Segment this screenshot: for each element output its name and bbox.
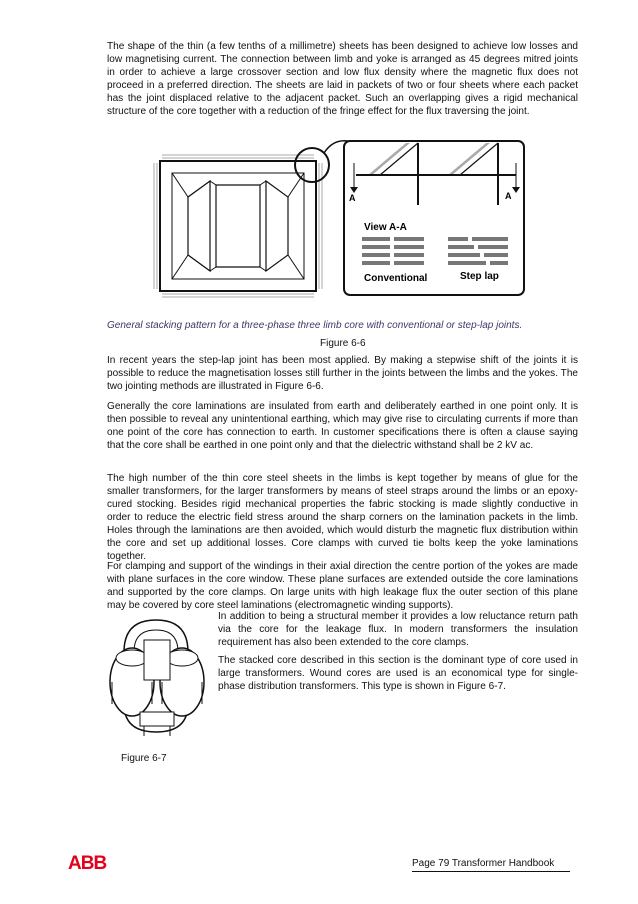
paragraph-clamping: For clamping and support of the windings in their axial direction the centre portion of the yokes are made with plane surfaces in the core window. These plane surfaces are extended outside the core laminations and supported by the core clamps. On large units with high leakage flux the outer section of this plane may be covered by core steel laminations (electromagnetic winding supports). (107, 561, 578, 612)
page-footer-text: Page 79 Transformer Handbook (412, 858, 555, 869)
paragraph-earthing: Generally the core laminations are insulated from earth and deliberately earthed in one point only. It is then possible to reveal any unintentional earthing, which may give rise to circulating currents if more than one point of the core has connection to earth. In customer specifications there is often a clause saying that the core shall be earthed in one point only and that the dielectric withstand shall be 2 kV ac. (107, 401, 578, 452)
paragraph-limb-fixing: The high number of the thin core steel sheets in the limbs is kept together by means of glue for the smaller transformers, for the larger transformers by means of steel straps around the limbs or an epoxy-cured stocking. Besides rigid mechanical properties the fabric stocking is made slightly conductive in order to reduce the electric field stress around the sharp corners on the lamination packets in the limb. Holes through the laminations are then avoided, which would disturb the magnetic flux distribution within the core and set up additional losses. Core clamps with curved tie bolts keep the yoke laminations together. (107, 473, 578, 563)
paragraph-reluctance: In addition to being a structural member it provides a low reluctance return path via the core for the leakage flux. In modern transformers the insulation requirement has also been extended to the core clamps. (218, 611, 578, 649)
abb-logo (68, 853, 112, 871)
view-a-a-label: View A-A (364, 222, 407, 233)
paragraph-step-lap: In recent years the step-lap joint has been most applied. By making a stepwise shift of the joints it is possible to reduce the magnetisation losses still further in the joints between the limbs and the yokes. The two jointing methods are illustrated in Figure 6-6. (107, 355, 578, 393)
step-lap-label: Step lap (460, 271, 499, 282)
footer-divider (412, 871, 570, 872)
figure-6-7-number: Figure 6-7 (121, 753, 167, 764)
figure-6-6-core-stacking-diagram (148, 135, 528, 300)
paragraph-mitred-joints: The shape of the thin (a few tenths of a millimetre) sheets has been designed to achieve low losses and low magnetising current. The connection between limb and yoke is arranged as 45 degrees mitred joints in order to achieve a large crossover section and low flux density where the magnetic flux does not proceed in a preferred direction. The sheets are laid in packets of two or four sheets where each packet has the joint displaced relative to the adjacent packet. Such an overlapping gives a rigid mechanical structure of the core together with a reduction of the fringe effect for the flux traversing the joint. (107, 41, 578, 118)
svg-text:ABB: ABB (68, 853, 107, 871)
three-limb-core-drawing (154, 141, 348, 297)
figure-6-7-wound-core-drawing (104, 612, 216, 742)
section-label-a-right: A (505, 191, 512, 201)
conventional-label: Conventional (364, 273, 428, 284)
figure-6-6-caption: General stacking pattern for a three-phase three limb core with conventional or step-lap joints. (107, 320, 523, 331)
figure-6-6-number: Figure 6-6 (320, 338, 366, 349)
section-label-a-left: A (349, 193, 356, 203)
paragraph-wound-cores: The stacked core described in this section is the dominant type of core used in large transformers. Wound cores are used is an economical type for single-phase distribution transformers. This type is shown in Figure 6-7. (218, 655, 578, 693)
